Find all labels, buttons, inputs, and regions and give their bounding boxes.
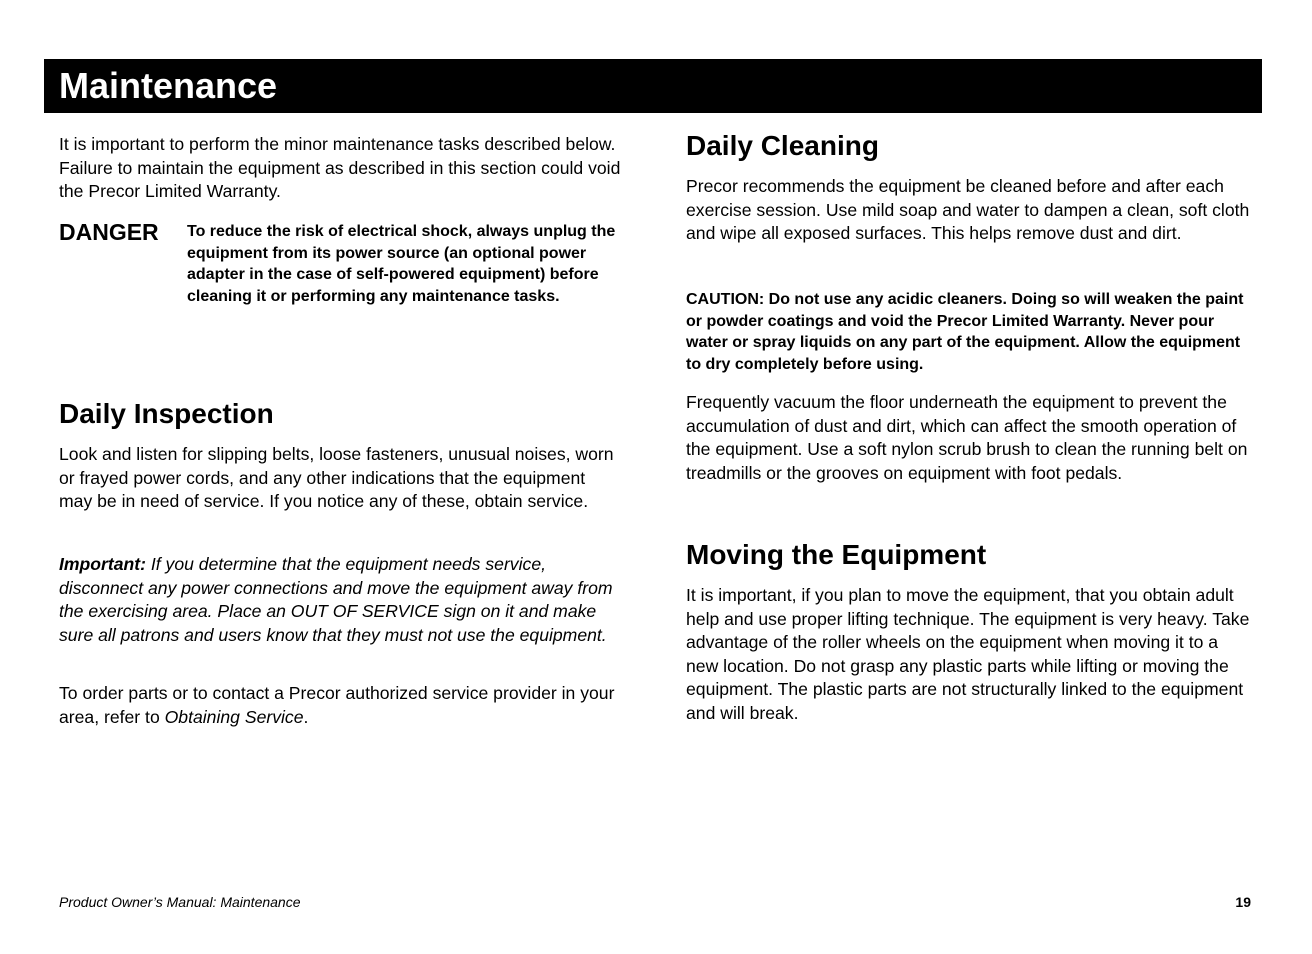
order-parts-end: . (303, 706, 309, 727)
caution-warning: CAUTION: Do not use any acidic cleaners. Doing so will weaken the paint or powder coatings and void the Precor Limited Warranty. Never pour water or spray liquids on any part of the equipment. Allow the equipment to dry completely before using. (686, 291, 1244, 373)
footer-page-number: 19 (1235, 894, 1251, 910)
important-text: If you determine that the equipment needs service, disconnect any power connections and move the equipment away from the exercising area. Place an OUT OF SERVICE sign on it and make sure all patrons and users know that they must not use the equipment. (59, 554, 613, 645)
important-label: Important: (59, 554, 146, 574)
danger-label: DANGER (59, 219, 159, 245)
order-parts-paragraph (59, 682, 627, 729)
page-title: Maintenance (59, 65, 278, 106)
moving-paragraph: It is important, if you plan to move the equipment, that you obtain adult help and use proper lifting technique. The equipment is very heavy. Take advantage of the roller wheels on the equipment when moving it to a new location. Do not grasp any plastic parts while lifting or moving the equipment. The plastic parts are not structurally linked to the equipment and will break. (686, 585, 1250, 723)
moving-equipment-heading: Moving the Equipment (686, 539, 987, 570)
important-note (59, 553, 629, 647)
daily-cleaning-heading: Daily Cleaning (686, 130, 879, 161)
daily-inspection-heading: Daily Inspection (59, 398, 274, 429)
inspection-paragraph: Look and listen for slipping belts, loose fasteners, unusual noises, worn or frayed power cords, and any other indications that the equipment may be in need of service. If you notice any of these, obtain service. (59, 444, 614, 512)
order-parts-text: To order parts or to contact a Precor authorized service provider in your area, refer to (59, 683, 615, 727)
section-title-bar (44, 59, 1262, 113)
footer-document-title: Product Owner’s Manual: Maintenance (59, 894, 301, 910)
intro-paragraph: It is important to perform the minor maintenance tasks described below. Failure to maintain the equipment as described in this section could void the Precor Limited Warranty. (59, 134, 621, 202)
obtaining-service-reference: Obtaining Service (164, 706, 304, 727)
cleaning-paragraph: Precor recommends the equipment be cleaned before and after each exercise session. Use mild soap and water to dampen a clean, soft cloth and wipe all exposed surfaces. This helps remove dust and dirt. (686, 176, 1250, 244)
danger-warning-text: To reduce the risk of electrical shock, always unplug the equipment from its power source (an optional power adapter in the case of self-powered equipment) before cleaning it or performing any maintenance tasks. (187, 223, 616, 305)
vacuum-paragraph: Frequently vacuum the floor underneath the equipment to prevent the accumulation of dust and dirt, which can affect the smooth operation of the equipment. Use a soft nylon scrub brush to clean the running belt on treadmills or the grooves on equipment with foot pedals. (686, 392, 1248, 483)
